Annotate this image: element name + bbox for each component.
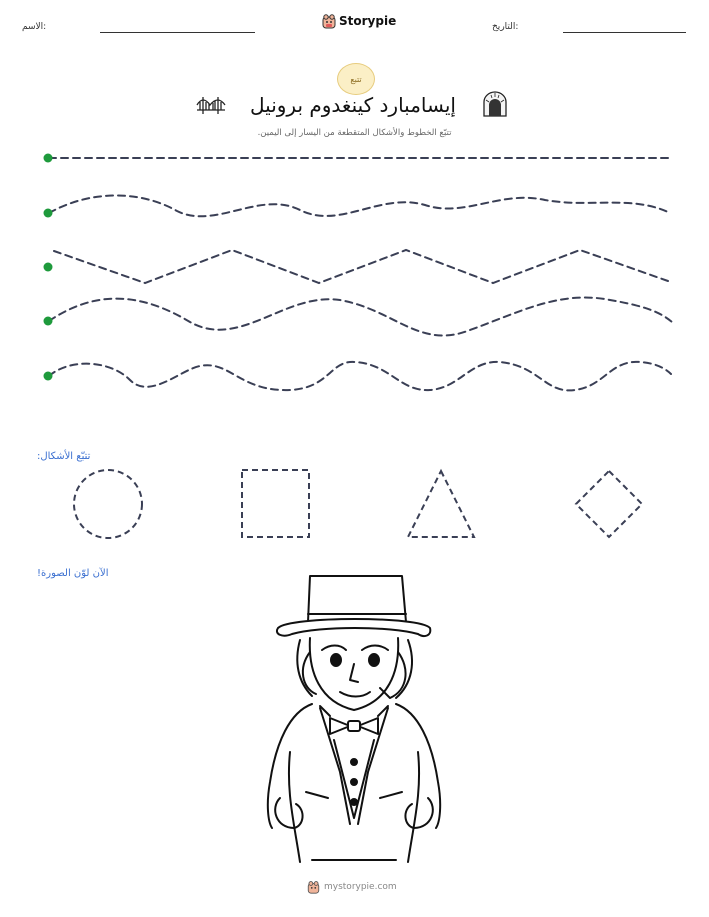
footer-url[interactable]: mystorypie.com <box>324 882 397 892</box>
trace-square[interactable] <box>242 470 309 537</box>
trace-triangle[interactable] <box>408 471 474 537</box>
tracing-line-wave-2[interactable] <box>49 297 672 335</box>
brand-name: Storypie <box>339 14 397 28</box>
shapes-label: تتبّع الأشكال: <box>37 451 91 462</box>
storypie-logo-icon <box>307 880 320 894</box>
start-dot <box>44 317 53 326</box>
instructions: تتبّع الخطوط والأشكال المتقطعة من اليسار إلى اليمين. <box>257 128 452 138</box>
start-dot <box>44 263 53 272</box>
tracing-line-wave-1[interactable] <box>49 195 668 216</box>
start-dot <box>44 154 53 163</box>
start-dot <box>44 209 53 218</box>
page-title: إيسامبارد كينغدوم برونيل <box>250 93 456 117</box>
tracing-line-zigzag[interactable] <box>54 250 668 283</box>
footer <box>307 880 397 894</box>
tracing-line-wave-3[interactable] <box>49 362 671 390</box>
badge-label: تتبع <box>350 74 362 84</box>
tracing-shapes-area <box>0 460 709 550</box>
tracing-lines-area <box>0 0 709 400</box>
start-dot <box>44 372 53 381</box>
trace-circle[interactable] <box>74 470 142 538</box>
date-label: التاريخ: <box>492 22 519 32</box>
brunel-coloring-image[interactable] <box>250 572 460 864</box>
coloring-label: الآن لوّن الصورة! <box>37 568 109 579</box>
name-label: الاسم: <box>22 22 47 32</box>
trace-diamond[interactable] <box>576 471 642 537</box>
